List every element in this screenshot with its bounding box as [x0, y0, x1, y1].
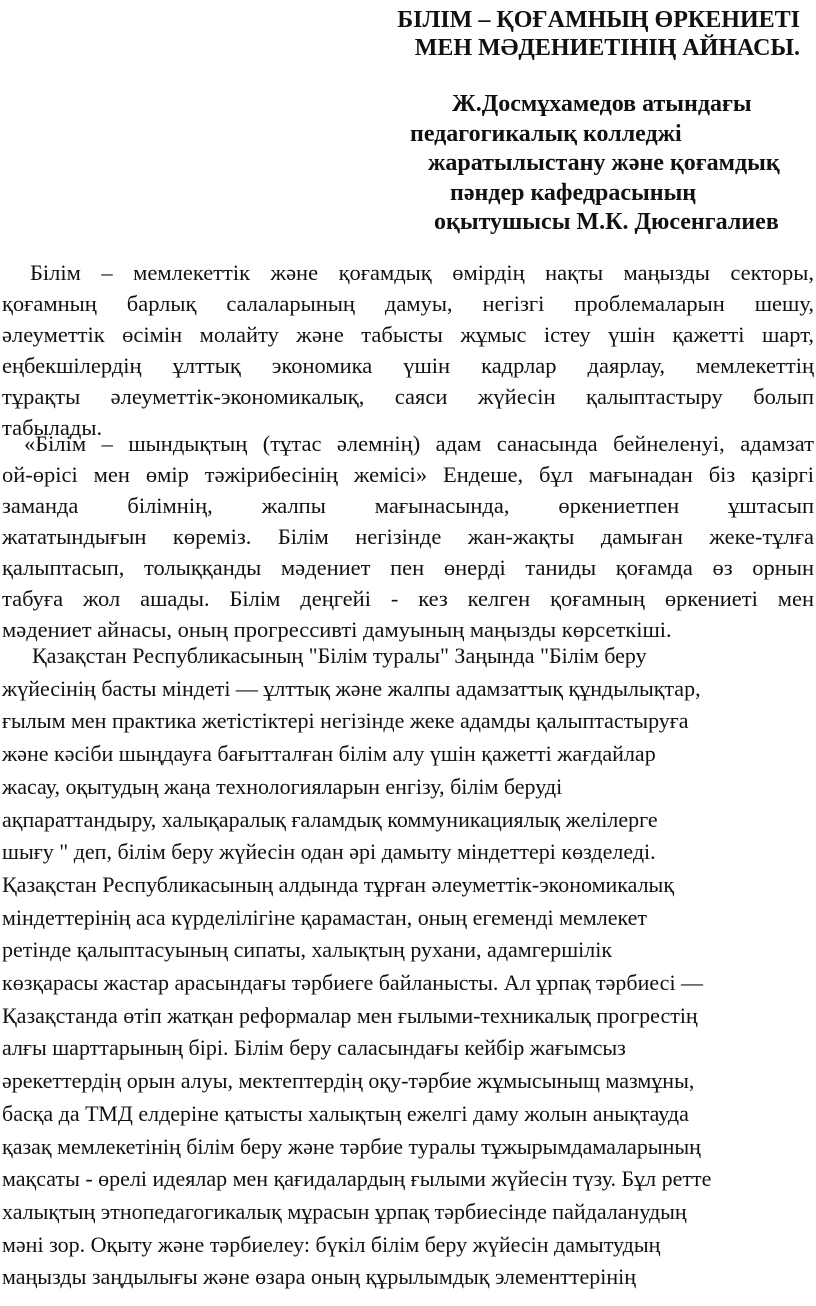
paragraph-line: ғылым мен практика жетістіктері негізінде жеке адамды қалыптастыруға: [2, 708, 689, 734]
paragraph-line: жүйесінің басты міндеті — ұлттық және жалпы адамзаттық құндылықтар,: [2, 675, 701, 701]
paragraph-1: [2, 257, 814, 443]
paragraph-line: қалыптасып, толыққанды мәдениет пен өнерді таниды қоғамда өз орнын: [2, 555, 814, 580]
paragraph-line: тұрақты әлеуметтік-экономикалық, саяси жүйесін қалыптастыру болып: [2, 384, 814, 409]
paragraph-line: міндеттерінің аса күрделілігіне қарамастан, оның егеменді мемлекет: [2, 904, 647, 930]
paragraph-3: [2, 640, 814, 1294]
author-line-1: Ж.Досмұхамедов атындағы: [452, 91, 752, 117]
author-block: [0, 90, 816, 238]
paragraph-line: табуға жол ашады. Білім деңгейі - кез келген қоғамның өркениеті мен: [2, 586, 814, 611]
author-line-4: пәндер кафедрасының: [450, 179, 697, 206]
author-line-2: педагогикалық колледжі: [410, 120, 682, 147]
paragraph-line: көзқарасы жастар арасындағы тәрбиеге байланысты. Ал ұрпақ тәрбиесі —: [2, 970, 704, 996]
paragraph-line: еңбекшілердің ұлттық экономика үшін кадрлар даярлау, мемлекеттің: [2, 353, 814, 378]
paragraph-line: қазақ мемлекетінің білім беру және тәрбие туралы тұжырымдамаларының: [2, 1133, 701, 1159]
paragraph-line: қоғамның барлық салаларының дамуы, негізгі проблемаларын шешу,: [2, 291, 814, 316]
paragraph-line: «Білім – шындықтың (тұтас әлемнің) адам санасында бейнеленуі, адамзат: [24, 431, 814, 456]
title-line-1: БІЛІМ – ҚОҒАМНЫҢ ӨРКЕНИЕТІ: [397, 7, 800, 33]
paragraph-line: әрекеттердің орын алуы, мектептердің оқу-тәрбие жұмысыныщ мазмұны,: [2, 1068, 695, 1094]
paragraph-line: жататындығын көреміз. Білім негізінде жан-жақты дамыған жеке-тұлға: [2, 524, 814, 549]
paragraph-line: мәні зор. Оқыту және тәрбиелеу: бүкіл білім беру жүйесін дамытудың: [2, 1231, 661, 1257]
author-line-5: оқытушысы М.К. Дюсенгалиев: [434, 209, 779, 235]
paragraph-line: ой-өрісі мен өмір тәжірибесінің жемісі» Ендеше, бұл мағынадан біз қазіргі: [2, 462, 814, 487]
paragraph-line: халықтың этнопедагогикалық мұрасын ұрпақ тәрбиесінде пайдаланудың: [2, 1198, 687, 1224]
paragraph-line: және кәсіби шыңдауға бағытталған білім алу үшін қажетті жағдайлар: [2, 741, 656, 767]
paragraph-line: шығу " деп, білім беру жүйесін одан әрі дамыту міндеттері көзделеді.: [2, 839, 656, 865]
paragraph-line: әлеуметтік өсімін молайту және табысты жұмыс істеу үшін қажетті шарт,: [2, 322, 814, 347]
paragraph-line: ақпараттандыру, халықаралық ғаламдық коммуникациялық желілерге: [2, 806, 658, 832]
paragraph-line: мәдениет айнасы, оның прогрессивті дамуының маңызды көрсеткіші.: [2, 617, 672, 642]
paragraph-line: табылады.: [2, 415, 103, 440]
author-line-3: жаратылыстану және қоғамдық: [428, 150, 780, 176]
paragraph-line: маңызды заңдылығы және өзара оның құрылымдық элементтерінің: [2, 1264, 637, 1290]
paragraph-line: басқа да ТМД елдеріне қатысты халықтың ежелгі даму жолын анықтауда: [2, 1100, 689, 1126]
paragraph-line: мақсаты - өрелі идеялар мен қағидалардың ғылыми жүйесін түзу. Бұл ретте: [2, 1166, 712, 1192]
paragraph-line: Қазақстан Республикасының "Білім туралы" Заңында "Білім беру: [32, 643, 647, 668]
paragraph-2: [2, 428, 814, 645]
paragraph-line: Қазақстанда өтіп жатқан реформалар мен ғылыми-техникалық прогрестің: [2, 1002, 698, 1028]
paragraph-line: жасау, оқытудың жаңа технологияларын енгізу, білім беруді: [2, 773, 563, 799]
paragraph-line: заманда білімнің, жалпы мағынасында, өркениетпен ұштасып: [2, 493, 814, 518]
title-line-2: МЕН МӘДЕНИЕТІНІҢ АЙНАСЫ.: [414, 35, 800, 61]
paragraph-line: Қазақстан Республикасының алдында тұрған әлеуметтік-экономикалық: [2, 871, 675, 897]
paragraph-line: алғы шарттарының бірі. Білім беру саласындағы кейбір жағымсыз: [2, 1035, 626, 1061]
paragraph-line: Білім – мемлекеттік және қоғамдық өмірдің нақты маңызды секторы,: [30, 260, 814, 285]
paragraph-line: ретінде қалыптасуының сипаты, халықтың рухани, адамгершілік: [2, 937, 613, 963]
article-title: [300, 6, 800, 62]
